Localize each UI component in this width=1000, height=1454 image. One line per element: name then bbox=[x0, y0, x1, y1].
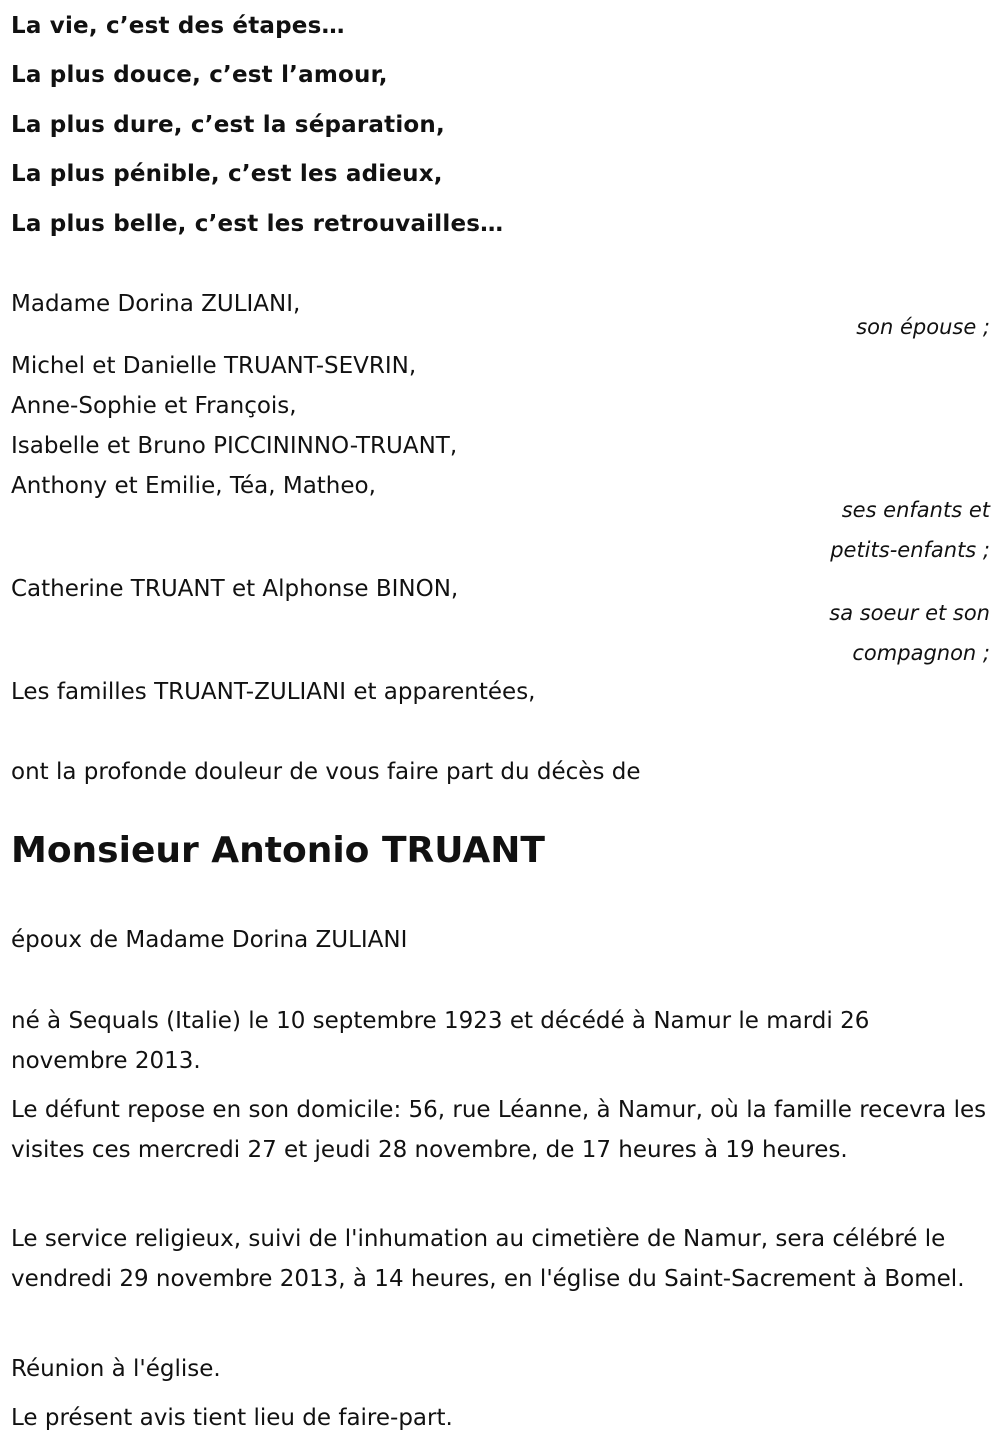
children-role-line-2: petits-enfants ; bbox=[830, 538, 990, 562]
poem-line-3: La plus dure, c’est la séparation, bbox=[11, 112, 445, 138]
children-role-line-1: ses enfants et bbox=[841, 498, 990, 522]
families-line: Les familles TRUANT-ZULIANI et apparentées, bbox=[11, 679, 536, 705]
visitation-paragraph: Le défunt repose en son domicile: 56, rue Léanne, à Namur, où la famille recevra les visites ces mercredi 27 et jeudi 28 novembre, de 17 heures à 19 heures. bbox=[11, 1097, 987, 1163]
announcement: ont la profonde douleur de vous faire part du décès de bbox=[11, 759, 641, 785]
sibling-role-line-2: compagnon ; bbox=[852, 641, 990, 665]
poem-line-4: La plus pénible, c’est les adieux, bbox=[11, 161, 443, 187]
deceased-name: Monsieur Antonio TRUANT bbox=[11, 830, 545, 871]
poem-line-2: La plus douce, c’est l’amour, bbox=[11, 62, 388, 88]
notice-paragraph: Le présent avis tient lieu de faire-part. bbox=[11, 1405, 453, 1431]
birth-death-paragraph: né à Sequals (Italie) le 10 septembre 1923 et décédé à Namur le mardi 26 novembre 2013. bbox=[11, 1008, 870, 1074]
child-line-3: Isabelle et Bruno PICCININNO-TRUANT, bbox=[11, 433, 458, 459]
service-paragraph: Le service religieux, suivi de l'inhumation au cimetière de Namur, sera célébré le vendredi 29 novembre 2013, à 14 heures, en l'église du Saint-Sacrement à Bomel. bbox=[11, 1226, 965, 1292]
spouse-name: Madame Dorina ZULIANI, bbox=[11, 291, 301, 317]
spouse-role: son épouse ; bbox=[856, 315, 990, 339]
sibling-role-line-1: sa soeur et son bbox=[829, 601, 990, 625]
poem-line-1: La vie, c’est des étapes… bbox=[11, 13, 345, 39]
sibling-name: Catherine TRUANT et Alphonse BINON, bbox=[11, 576, 459, 602]
reunion-paragraph: Réunion à l'église. bbox=[11, 1356, 221, 1382]
child-line-4: Anthony et Emilie, Téa, Matheo, bbox=[11, 473, 376, 499]
deceased-relation: époux de Madame Dorina ZULIANI bbox=[11, 927, 408, 953]
child-line-2: Anne-Sophie et François, bbox=[11, 393, 297, 419]
poem-line-5: La plus belle, c’est les retrouvailles… bbox=[11, 211, 504, 237]
child-line-1: Michel et Danielle TRUANT-SEVRIN, bbox=[11, 353, 417, 379]
